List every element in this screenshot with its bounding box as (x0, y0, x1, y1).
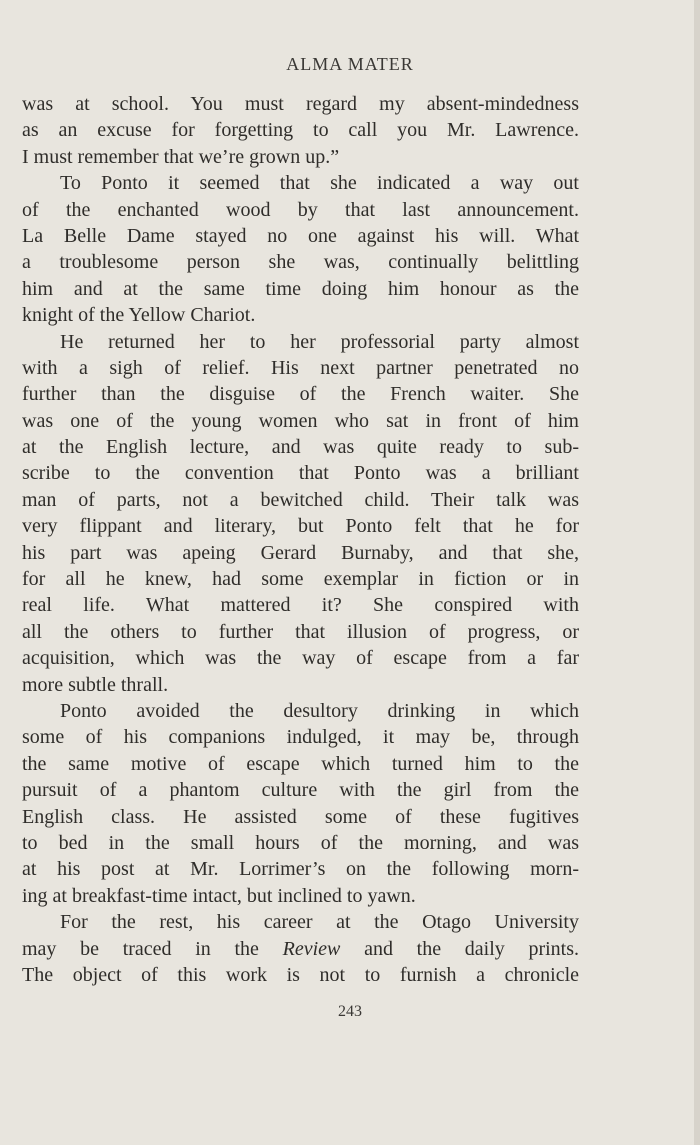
text-line: pursuit of a phantom culture with the girl from the (22, 779, 579, 802)
text-fragment: and the daily prints. (340, 937, 580, 960)
text-line: more subtle thrall. (22, 673, 169, 696)
text-line: of the enchanted wood by that last announcement. (22, 198, 579, 221)
text-line: very flippant and literary, but Ponto felt that he for (22, 515, 579, 538)
text-line: at the English lecture, and was quite ready to sub- (22, 436, 579, 459)
text-line: for all he knew, had some exemplar in fiction or in (22, 568, 579, 591)
text-line-with-italic (22, 936, 579, 962)
text-line: all the others to further that illusion of progress, or (22, 620, 579, 643)
paragraph-start-line: For the rest, his career at the Otago University (60, 911, 579, 934)
text-line: further than the disguise of the French waiter. She (22, 383, 579, 406)
text-line: man of parts, not a bewitched child. Their talk was (22, 488, 579, 511)
text-line: as an excuse for forgetting to call you Mr. Lawrence. (22, 119, 579, 142)
text-line: his part was apeing Gerard Burnaby, and that she, (22, 541, 579, 564)
text-line: I must remember that we’re grown up.” (22, 145, 340, 168)
running-title: ALMA MATER (286, 54, 414, 74)
text-line: a troublesome person she was, continually belittling (22, 251, 579, 274)
text-line: English class. He assisted some of these fugitives (22, 805, 579, 828)
text-line: the same motive of escape which turned him to the (22, 752, 579, 775)
page-number: 243 (338, 1003, 362, 1020)
text-line: knight of the Yellow Chariot. (22, 304, 256, 327)
page-edge-shadow (694, 0, 700, 1145)
text-line: scribe to the convention that Ponto was a brilliant (22, 462, 579, 485)
text-line: at his post at Mr. Lorrimer’s on the following morn- (22, 858, 579, 881)
text-line: was one of the young women who sat in front of him (22, 409, 579, 432)
body-text (22, 91, 579, 988)
text-fragment: may be traced in the (22, 937, 283, 960)
paragraph-start-line: Ponto avoided the desultory drinking in which (60, 699, 579, 722)
text-line: La Belle Dame stayed no one against his will. What (22, 224, 579, 247)
text-line: to bed in the small hours of the morning, and was (22, 831, 579, 854)
text-line: some of his companions indulged, it may be, through (22, 726, 579, 749)
text-line: was at school. You must regard my absent-mindedness (22, 93, 579, 115)
paragraph-start-line: He returned her to her professorial party almost (60, 330, 579, 353)
text-line: real life. What mattered it? She conspired with (22, 594, 579, 617)
text-line: with a sigh of relief. His next partner penetrated no (22, 356, 579, 379)
paragraph-start-line: To Ponto it seemed that she indicated a way out (60, 172, 579, 195)
text-line: ing at breakfast-time intact, but inclined to yawn. (22, 884, 416, 907)
italic-title-review: Review (282, 937, 341, 960)
text-line: him and at the same time doing him honour as the (22, 277, 579, 300)
text-line: acquisition, which was the way of escape from a far (22, 647, 579, 670)
text-line: The object of this work is not to furnish a chronicle (22, 963, 579, 986)
